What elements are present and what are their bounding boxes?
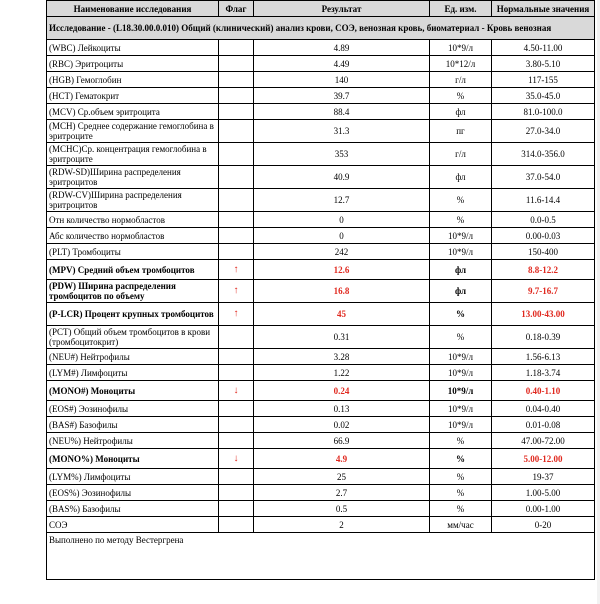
reference-range: 37.0-54.0 (492, 166, 595, 189)
test-name: (PCT) Общий объем тромбоцитов в крови (тромбоцитокрит) (47, 326, 219, 349)
flag-indicator (219, 433, 254, 449)
result-value: 4.49 (254, 56, 430, 72)
table-row (47, 244, 595, 260)
result-value: 0.13 (254, 401, 430, 417)
reference-range: 0.18-0.39 (492, 326, 595, 349)
flag-indicator (219, 212, 254, 228)
flag-indicator (219, 417, 254, 433)
reference-range: 0.04-0.40 (492, 401, 595, 417)
flag-indicator (219, 485, 254, 501)
result-value: 140 (254, 72, 430, 88)
reference-range: 47.00-72.00 (492, 433, 595, 449)
result-value: 45 (254, 303, 430, 326)
unit: 10*12/л (430, 56, 492, 72)
unit: % (430, 485, 492, 501)
table-row (47, 381, 595, 401)
table-row (47, 517, 595, 533)
table-row (47, 280, 595, 303)
result-value: 2.7 (254, 485, 430, 501)
table-row (47, 143, 595, 166)
unit: пг (430, 120, 492, 143)
flag-indicator (219, 469, 254, 485)
table-header-row (47, 1, 595, 17)
table-row (47, 40, 595, 56)
reference-range: 1.00-5.00 (492, 485, 595, 501)
reference-range: 150-400 (492, 244, 595, 260)
test-name: (LYM#) Лимфоциты (47, 365, 219, 381)
flag-indicator (219, 56, 254, 72)
table-row (47, 501, 595, 517)
reference-range: 1.56-6.13 (492, 349, 595, 365)
result-value: 0.5 (254, 501, 430, 517)
reference-range: 1.18-3.74 (492, 365, 595, 381)
table-row (47, 449, 595, 469)
reference-range: 27.0-34.0 (492, 120, 595, 143)
flag-indicator (219, 401, 254, 417)
reference-range: 8.8-12.2 (492, 260, 595, 280)
header-result: Результат (254, 1, 430, 17)
result-value: 1.22 (254, 365, 430, 381)
unit: % (430, 433, 492, 449)
unit: г/л (430, 72, 492, 88)
flag-indicator (219, 40, 254, 56)
unit: % (430, 501, 492, 517)
unit: мм/час (430, 517, 492, 533)
test-name: (MPV) Средний объем тромбоцитов (47, 260, 219, 280)
table-row (47, 72, 595, 88)
unit: 10*9/л (430, 417, 492, 433)
table-row (47, 365, 595, 381)
test-name: (PLT) Тромбоциты (47, 244, 219, 260)
test-name: (RDW-CV)Ширина распределения эритроцитов (47, 189, 219, 212)
result-value: 12.6 (254, 260, 430, 280)
table-row (47, 469, 595, 485)
test-name: (MCV) Ср.объем эритроцита (47, 104, 219, 120)
result-value: 25 (254, 469, 430, 485)
table-row (47, 166, 595, 189)
result-value: 16.8 (254, 280, 430, 303)
unit: 10*9/л (430, 381, 492, 401)
table-row (47, 104, 595, 120)
flag-indicator (219, 120, 254, 143)
test-name: (BAS%) Базофилы (47, 501, 219, 517)
result-value: 12.7 (254, 189, 430, 212)
flag-indicator (219, 244, 254, 260)
reference-range: 117-155 (492, 72, 595, 88)
lab-report-sheet (46, 0, 594, 580)
flag-indicator (219, 365, 254, 381)
result-value: 88.4 (254, 104, 430, 120)
test-name: Абс количество нормобластов (47, 228, 219, 244)
reference-range: 0.0-0.5 (492, 212, 595, 228)
unit: 10*9/л (430, 365, 492, 381)
unit: % (430, 469, 492, 485)
result-value: 353 (254, 143, 430, 166)
reference-range: 11.6-14.4 (492, 189, 595, 212)
unit: 10*9/л (430, 228, 492, 244)
unit: % (430, 449, 492, 469)
test-name: (MONO%) Моноциты (47, 449, 219, 469)
method-note-row (47, 533, 595, 580)
result-value: 0 (254, 228, 430, 244)
test-name: (MONO#) Моноциты (47, 381, 219, 401)
table-row (47, 120, 595, 143)
flag-indicator (219, 517, 254, 533)
table-row (47, 212, 595, 228)
reference-range: 3.80-5.10 (492, 56, 595, 72)
result-value: 2 (254, 517, 430, 533)
unit: % (430, 326, 492, 349)
result-value: 3.28 (254, 349, 430, 365)
test-name: (EOS#) Эозинофилы (47, 401, 219, 417)
header-flag: Флаг (219, 1, 254, 17)
result-value: 0.24 (254, 381, 430, 401)
test-name: СОЭ (47, 517, 219, 533)
reference-range: 9.7-16.7 (492, 280, 595, 303)
result-value: 4.89 (254, 40, 430, 56)
flag-indicator (219, 349, 254, 365)
flag-indicator: ↓ (219, 449, 254, 469)
table-row (47, 401, 595, 417)
reference-range: 5.00-12.00 (492, 449, 595, 469)
table-row (47, 88, 595, 104)
section-title: Исследование - (L18.30.00.0.010) Общий (клинический) анализ крови, СОЭ, венозная кровь, биоматериал - Кровь венозная (47, 17, 595, 40)
result-value: 40.9 (254, 166, 430, 189)
test-name: (RBC) Эритроциты (47, 56, 219, 72)
unit: 10*9/л (430, 401, 492, 417)
unit: % (430, 303, 492, 326)
reference-range: 0.01-0.08 (492, 417, 595, 433)
test-name: (PDW) Ширина распределения тромбоцитов по объему (47, 280, 219, 303)
test-name: Отн количество нормобластов (47, 212, 219, 228)
result-value: 4.9 (254, 449, 430, 469)
table-row (47, 260, 595, 280)
reference-range: 314.0-356.0 (492, 143, 595, 166)
reference-range: 81.0-100.0 (492, 104, 595, 120)
reference-range: 19-37 (492, 469, 595, 485)
unit: фл (430, 166, 492, 189)
unit: фл (430, 280, 492, 303)
flag-indicator: ↑ (219, 280, 254, 303)
method-note: Выполнено по методу Вестергрена (47, 533, 595, 580)
flag-indicator (219, 143, 254, 166)
flag-indicator (219, 166, 254, 189)
table-row (47, 303, 595, 326)
unit: г/л (430, 143, 492, 166)
reference-range: 4.50-11.00 (492, 40, 595, 56)
unit: % (430, 88, 492, 104)
result-value: 66.9 (254, 433, 430, 449)
reference-range: 35.0-45.0 (492, 88, 595, 104)
flag-indicator (219, 228, 254, 244)
header-ref: Нормальные значения (492, 1, 595, 17)
table-row (47, 326, 595, 349)
table-row (47, 417, 595, 433)
table-row (47, 433, 595, 449)
table-row (47, 228, 595, 244)
unit: % (430, 189, 492, 212)
result-value: 242 (254, 244, 430, 260)
table-row (47, 485, 595, 501)
test-name: (HCT) Гематокрит (47, 88, 219, 104)
flag-indicator (219, 88, 254, 104)
result-value: 39.7 (254, 88, 430, 104)
section-header-row (47, 17, 595, 40)
flag-indicator (219, 326, 254, 349)
unit: 10*9/л (430, 349, 492, 365)
flag-indicator: ↑ (219, 303, 254, 326)
header-name: Наименование исследования (47, 1, 219, 17)
result-value: 0 (254, 212, 430, 228)
result-value: 0.31 (254, 326, 430, 349)
test-name: (LYM%) Лимфоциты (47, 469, 219, 485)
result-value: 0.02 (254, 417, 430, 433)
test-name: (NEU#) Нейтрофилы (47, 349, 219, 365)
test-name: (WBC) Лейкоциты (47, 40, 219, 56)
unit: 10*9/л (430, 244, 492, 260)
test-name: (EOS%) Эозинофилы (47, 485, 219, 501)
flag-indicator (219, 104, 254, 120)
flag-indicator: ↓ (219, 381, 254, 401)
reference-range: 13.00-43.00 (492, 303, 595, 326)
result-value: 31.3 (254, 120, 430, 143)
table-row (47, 56, 595, 72)
test-name: (MCHC)Ср. концентрация гемоглобина в эритроците (47, 143, 219, 166)
flag-indicator (219, 72, 254, 88)
reference-range: 0.00-1.00 (492, 501, 595, 517)
reference-range: 0.00-0.03 (492, 228, 595, 244)
unit: фл (430, 104, 492, 120)
header-unit: Ед. изм. (430, 1, 492, 17)
flag-indicator (219, 189, 254, 212)
test-name: (P-LCR) Процент крупных тромбоцитов (47, 303, 219, 326)
reference-range: 0-20 (492, 517, 595, 533)
test-name: (BAS#) Базофилы (47, 417, 219, 433)
unit: % (430, 212, 492, 228)
flag-indicator: ↑ (219, 260, 254, 280)
test-name: (RDW-SD)Ширина распределения эритроцитов (47, 166, 219, 189)
test-name: (MCH) Среднее содержание гемоглобина в эритроците (47, 120, 219, 143)
unit: фл (430, 260, 492, 280)
test-name: (HGB) Гемоглобин (47, 72, 219, 88)
results-table (46, 0, 595, 580)
table-row (47, 189, 595, 212)
flag-indicator (219, 501, 254, 517)
test-name: (NEU%) Нейтрофилы (47, 433, 219, 449)
table-row (47, 349, 595, 365)
reference-range: 0.40-1.10 (492, 381, 595, 401)
unit: 10*9/л (430, 40, 492, 56)
